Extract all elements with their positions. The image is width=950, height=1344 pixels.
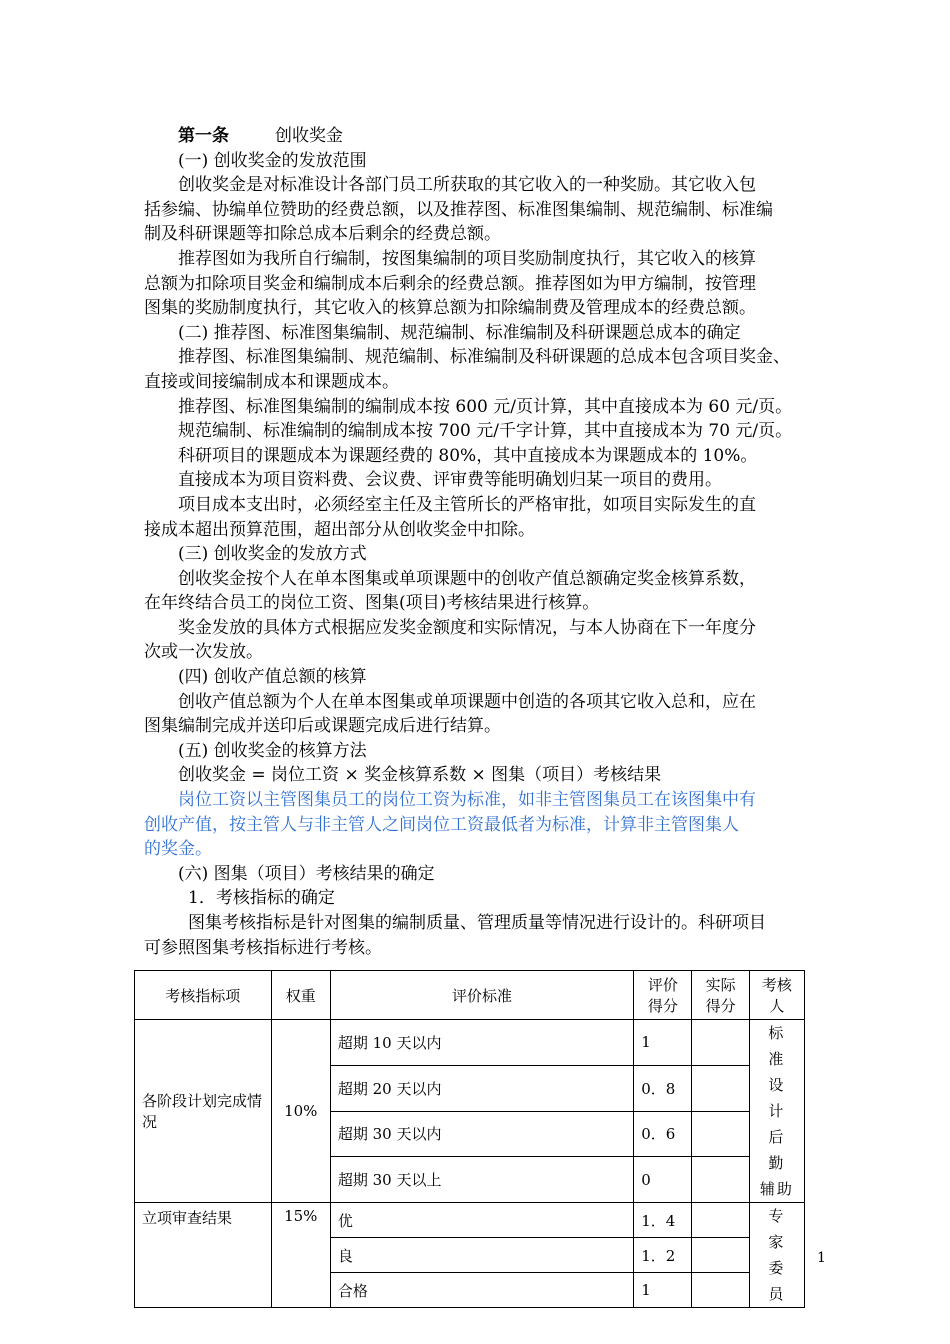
header-criteria: 评价标准 xyxy=(330,971,633,1020)
score-cell: 0．8 xyxy=(634,1065,692,1111)
weight-cell: 10% xyxy=(271,1020,330,1203)
paragraph-line: 图集编制完成并送印后或课题完成后进行结算。 xyxy=(144,716,501,737)
assessment-table xyxy=(134,970,805,1308)
table-row xyxy=(135,1203,805,1238)
criteria-cell: 超期 30 天以内 xyxy=(330,1111,633,1157)
paragraph-line: 项目成本支出时，必须经室主任及主管所长的严格审批，如项目实际发生的直 xyxy=(178,494,756,515)
section-heading-5: (五) 创收奖金的核算方法 xyxy=(178,740,367,761)
header-item: 考核指标项 xyxy=(135,971,272,1020)
paragraph-line: 可参照图集考核指标进行考核。 xyxy=(144,937,382,958)
highlighted-paragraph-line: 岗位工资以主管图集员工的岗位工资为标准，如非主管图集员工在该图集中有 xyxy=(178,790,756,811)
paragraph-line: 总额为扣除项目奖金和编制成本后剩余的经费总额。推荐图如为甲方编制，按管理 xyxy=(144,273,756,294)
item-cell: 各阶段计划完成情况 xyxy=(135,1020,272,1203)
criteria-cell: 合格 xyxy=(330,1273,633,1308)
paragraph-line: 推荐图、标准图集编制、规范编制、标准编制及科研课题的总成本包含项目奖金、 xyxy=(178,347,790,368)
header-weight: 权重 xyxy=(271,971,330,1020)
article-heading xyxy=(144,124,844,149)
paragraph-line: 创收奖金是对标准设计各部门员工所获取的其它收入的一种奖励。其它收入包 xyxy=(178,175,756,196)
weight-cell: 15% xyxy=(271,1203,330,1308)
table-row xyxy=(135,1020,805,1066)
score-cell: 0 xyxy=(634,1157,692,1203)
highlighted-paragraph-line: 创收产值，按主管人与非主管人之间岗位工资最低者为标准，计算非主管图集人 xyxy=(144,814,739,835)
criteria-cell: 超期 30 天以上 xyxy=(330,1157,633,1203)
criteria-cell: 超期 20 天以内 xyxy=(330,1065,633,1111)
criteria-cell: 优 xyxy=(330,1203,633,1238)
score-cell: 1．4 xyxy=(634,1203,692,1238)
header-score: 评价 得分 xyxy=(634,971,692,1020)
paragraph-line: 创收奖金按个人在单本图集或单项课题中的创收产值总额确定奖金核算系数， xyxy=(178,568,756,589)
header-actual-score: 实际 得分 xyxy=(692,971,749,1020)
actual-score-cell[interactable] xyxy=(692,1111,749,1157)
actual-score-cell[interactable] xyxy=(692,1238,749,1273)
paragraph-line: 直接成本为项目资料费、会议费、评审费等能明确划归某一项目的费用。 xyxy=(178,470,722,491)
table-header-row xyxy=(135,971,805,1020)
score-cell: 0．6 xyxy=(634,1111,692,1157)
criteria-cell: 良 xyxy=(330,1238,633,1273)
actual-score-cell[interactable] xyxy=(692,1020,749,1066)
paragraph-line: 科研项目的课题成本为课题经费的 80%，其中直接成本为课题成本的 10%。 xyxy=(178,445,758,466)
score-cell: 1 xyxy=(634,1020,692,1066)
actual-score-cell[interactable] xyxy=(692,1203,749,1238)
item-cell: 立项审查结果 xyxy=(135,1203,272,1308)
section-heading-2: (二) 推荐图、标准图集编制、规范编制、标准编制及科研课题总成本的确定 xyxy=(178,322,741,343)
section-heading-3: (三) 创收奖金的发放方式 xyxy=(178,544,367,565)
score-cell: 1 xyxy=(634,1273,692,1308)
reviewer-cell: 专 家 委 员 xyxy=(749,1203,804,1308)
paragraph-line: 在年终结合员工的岗位工资、图集(项目)考核结果进行核算。 xyxy=(144,593,600,614)
score-cell: 1．2 xyxy=(634,1238,692,1273)
subsection-heading: 1．考核指标的确定 xyxy=(188,888,335,909)
criteria-cell: 超期 10 天以内 xyxy=(330,1020,633,1066)
article-number: 第一条 xyxy=(178,126,229,146)
paragraph-line: 接成本超出预算范围，超出部分从创收奖金中扣除。 xyxy=(144,519,535,540)
section-heading-1: (一) 创收奖金的发放范围 xyxy=(178,150,367,171)
highlighted-paragraph-line: 的奖金。 xyxy=(144,839,212,860)
formula-line: 创收奖金 = 岗位工资 × 奖金核算系数 × 图集（项目）考核结果 xyxy=(178,765,662,786)
page-number: 1 xyxy=(817,1250,826,1266)
document-body xyxy=(144,124,844,960)
paragraph-line: 创收产值总额为个人在单本图集或单项课题中创造的各项其它收入总和，应在 xyxy=(178,691,756,712)
paragraph-line: 推荐图如为我所自行编制，按图集编制的项目奖励制度执行，其它收入的核算 xyxy=(178,248,756,269)
header-reviewer: 考核 人 xyxy=(749,971,804,1020)
section-heading-6: (六) 图集（项目）考核结果的确定 xyxy=(178,863,435,884)
paragraph-line: 次或一次发放。 xyxy=(144,642,263,663)
paragraph-line: 直接或间接编制成本和课题成本。 xyxy=(144,371,399,392)
section-heading-4: (四) 创收产值总额的核算 xyxy=(178,667,367,688)
article-title: 创收奖金 xyxy=(275,126,343,146)
paragraph-line: 奖金发放的具体方式根据应发奖金额度和实际情况，与本人协商在下一年度分 xyxy=(178,617,756,638)
actual-score-cell[interactable] xyxy=(692,1065,749,1111)
actual-score-cell[interactable] xyxy=(692,1273,749,1308)
paragraph-line: 规范编制、标准编制的编制成本按 700 元/千字计算，其中直接成本为 70 元/页。 xyxy=(178,421,793,442)
paragraph-line: 图集的奖励制度执行，其它收入的核算总额为扣除编制费及管理成本的经费总额。 xyxy=(144,298,756,319)
paragraph-line: 括参编、协编单位赞助的经费总额，以及推荐图、标准图集编制、规范编制、标准编 xyxy=(144,199,773,220)
paragraph-line: 制及科研课题等扣除总成本后剩余的经费总额。 xyxy=(144,224,501,245)
paragraph-line: 图集考核指标是针对图集的编制质量、管理质量等情况进行设计的。科研项目 xyxy=(188,913,766,933)
paragraph-line: 推荐图、标准图集编制的编制成本按 600 元/页计算，其中直接成本为 60 元/页。 xyxy=(178,396,793,417)
actual-score-cell[interactable] xyxy=(692,1157,749,1203)
reviewer-cell: 标 准 设 计 后 勤 辅助 xyxy=(749,1020,804,1203)
